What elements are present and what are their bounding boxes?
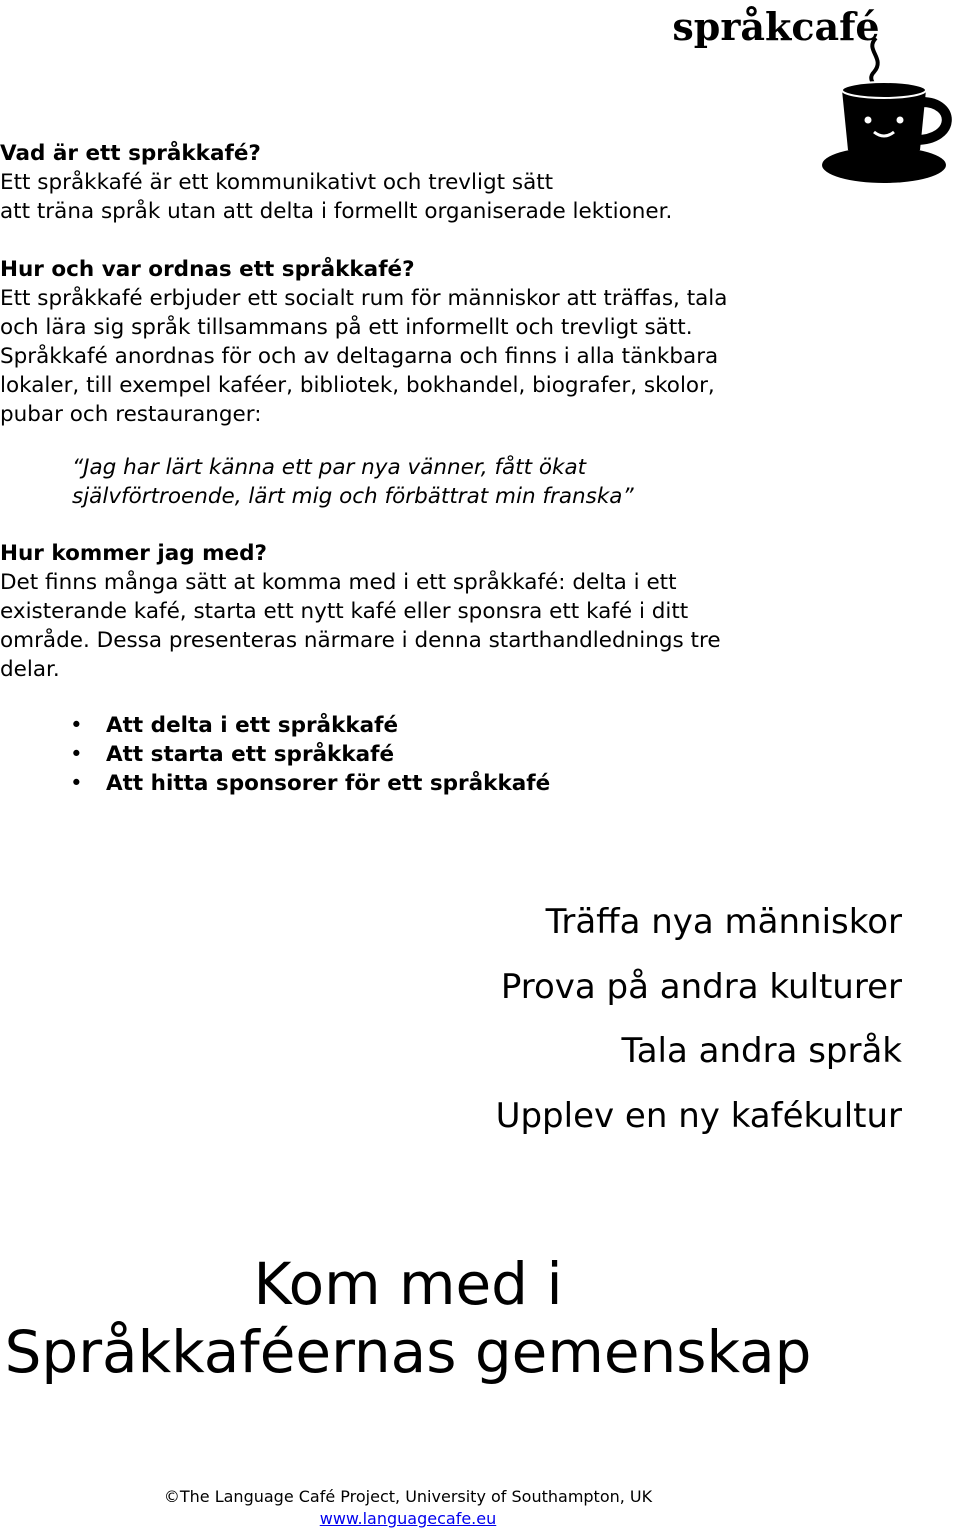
section-text-line: och lära sig språk tillsammans på ett informellt och trevligt sätt.: [0, 315, 693, 340]
slogan: Träffa nya människor: [545, 902, 902, 942]
slogan: Upplev en ny kafékultur: [495, 1095, 902, 1136]
slogan: Tala andra språk: [621, 1031, 902, 1071]
section-how-where: [0, 255, 900, 429]
section-text-line: lokaler, till exempel kaféer, bibliotek, bokhandel, biografer, skolor,: [0, 373, 715, 398]
section-text-line: Språkkafé anordnas för och av deltagarna och finns i alla tänkbara: [0, 344, 719, 369]
testimonial-quote: [72, 453, 772, 511]
footer-website-link[interactable]: www.languagecafe.eu: [319, 1509, 497, 1528]
call-to-action: [0, 1250, 816, 1386]
section-heading: Hur och var ordnas ett språkkafé?: [0, 257, 415, 282]
logo-text: språkcafé: [672, 4, 880, 49]
section-text-line: pubar och restauranger:: [0, 402, 262, 427]
bullet-icon: •: [70, 771, 83, 796]
list-item-label: Att delta i ett språkkafé: [106, 713, 399, 738]
slogan-list: [496, 890, 902, 1148]
section-text-line: delar.: [0, 657, 60, 682]
quote-line: “Jag har lärt känna ett par nya vänner, fått ökat: [72, 455, 587, 480]
section-text-line: område. Dessa presenteras närmare i denna starthandlednings tre: [0, 628, 721, 653]
list-item-label: Att starta ett språkkafé: [106, 742, 395, 767]
section-what-is: [0, 139, 900, 226]
slogan: Prova på andra kulturer: [500, 966, 902, 1007]
list-item: [0, 740, 550, 769]
bullet-icon: •: [70, 713, 83, 738]
list-item: [0, 711, 550, 740]
footer: [0, 1486, 816, 1530]
section-text-line: Det finns många sätt at komma med i ett språkkafé: delta i ett: [0, 570, 677, 595]
section-heading: Vad är ett språkkafé?: [0, 141, 261, 166]
cta-line: Kom med i: [253, 1250, 563, 1318]
section-text-line: existerande kafé, starta ett nytt kafé eller sponsra ett kafé i ditt: [0, 599, 689, 624]
cta-line: Språkkaféernas gemenskap: [4, 1318, 812, 1386]
list-item: [0, 769, 550, 798]
bullet-list: [0, 711, 550, 798]
list-item-label: Att hitta sponsorer för ett språkkafé: [106, 771, 551, 796]
section-text-line: Ett språkkafé är ett kommunikativt och trevligt sätt: [0, 170, 554, 195]
section-text-line: att träna språk utan att delta i formellt organiserade lektioner.: [0, 199, 673, 224]
section-how-join: [0, 539, 900, 684]
footer-copyright: ©The Language Café Project, University of Southampton, UK: [163, 1487, 653, 1506]
bullet-icon: •: [70, 742, 83, 767]
section-heading: Hur kommer jag med?: [0, 541, 267, 566]
section-text-line: Ett språkkafé erbjuder ett socialt rum för människor att träffas, tala: [0, 286, 728, 311]
quote-line: självförtroende, lärt mig och förbättrat min franska”: [72, 484, 634, 509]
